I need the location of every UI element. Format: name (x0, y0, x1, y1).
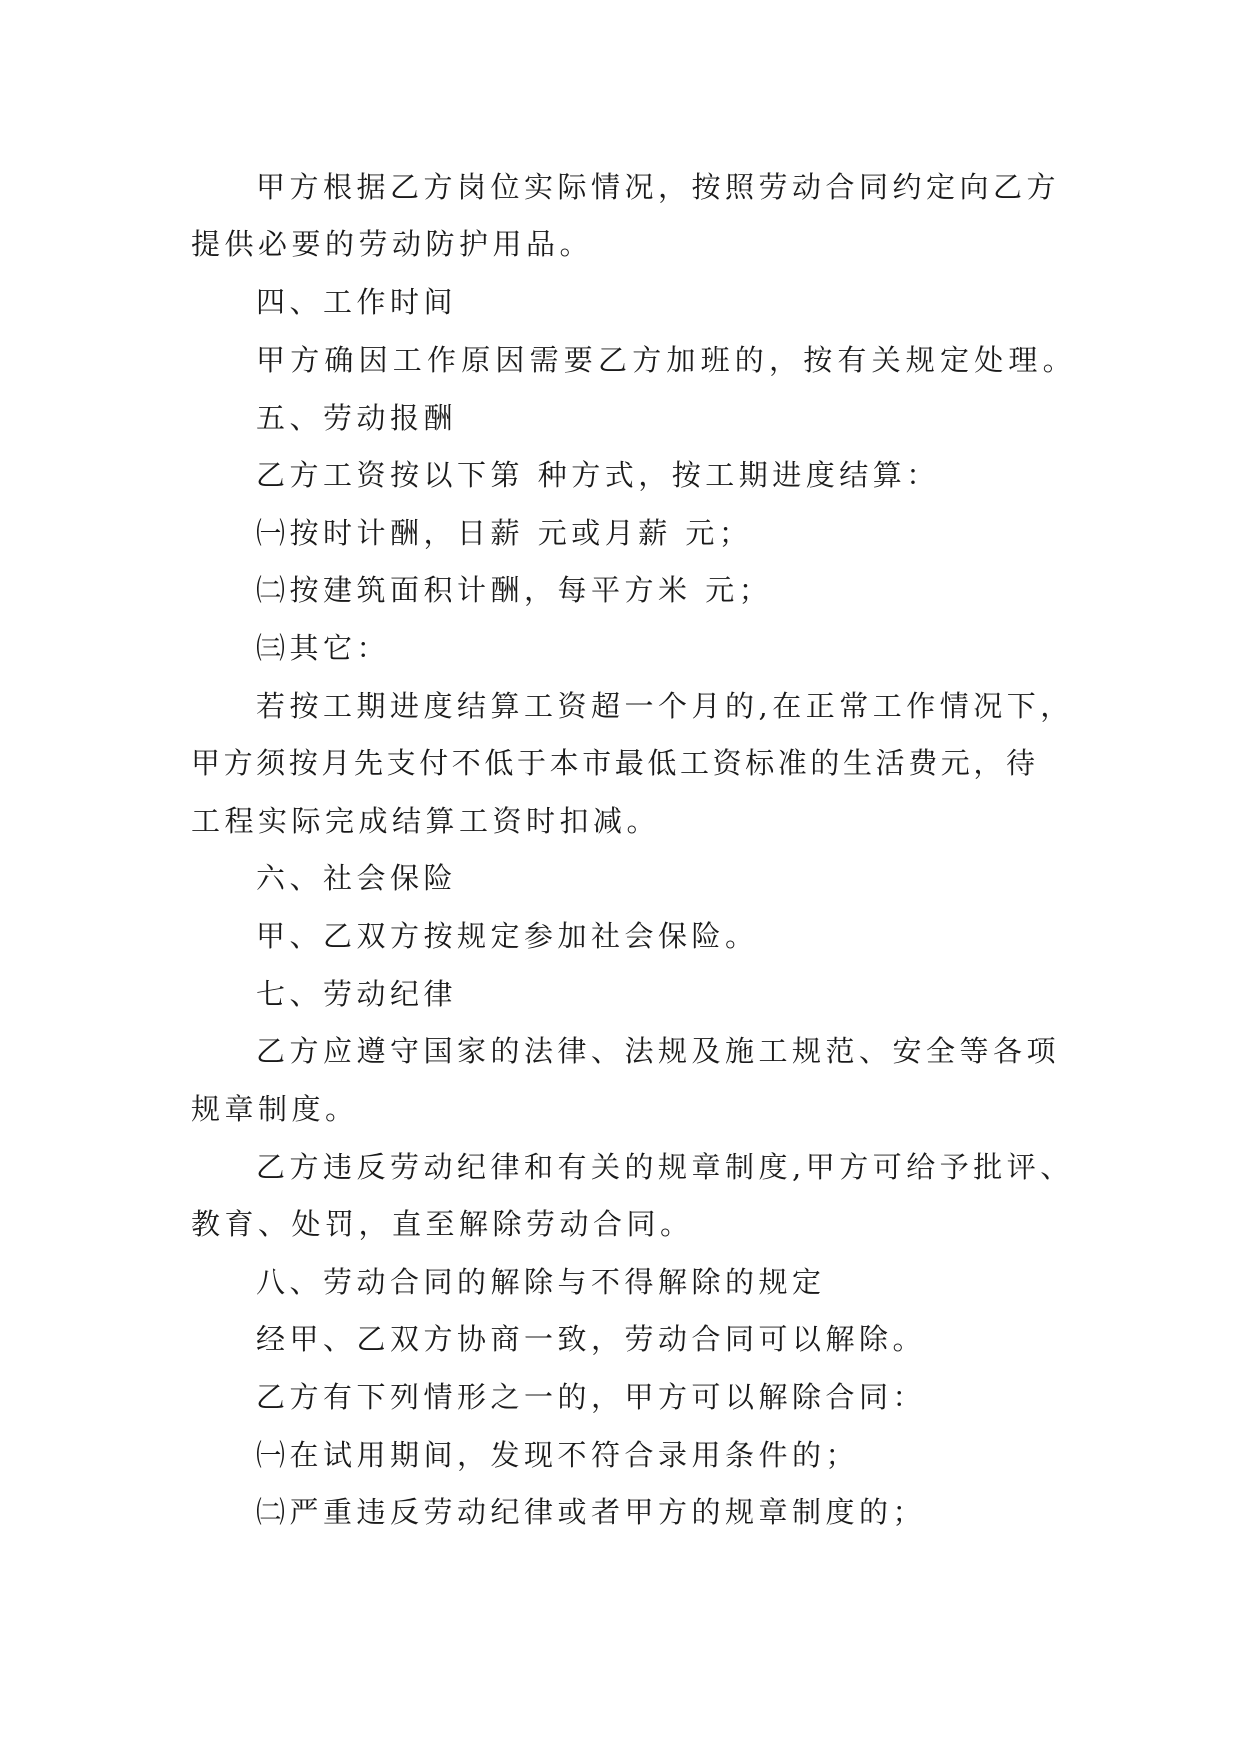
section-heading: 五、劳动报酬 (256, 401, 458, 435)
list-item: ㈡严重违反劳动纪律或者甲方的规章制度的； (256, 1495, 927, 1529)
paragraph-line: 甲方须按月先支付不低于本市最低工资标准的生活费元，待 (191, 746, 1039, 780)
list-item: ㈠按时计酬，日薪 元或月薪 元； (256, 516, 753, 550)
list-item: ㈡按建筑面积计酬，每平方米 元； (256, 573, 773, 607)
section-heading: 七、劳动纪律 (256, 977, 458, 1011)
paragraph-line: 提供必要的劳动防护用品。 (191, 227, 594, 261)
list-item: ㈠在试用期间，发现不符合录用条件的； (256, 1438, 860, 1472)
paragraph-line: 工程实际完成结算工资时扣减。 (191, 804, 661, 838)
section-heading: 六、社会保险 (256, 861, 458, 895)
paragraph-line: 乙方工资按以下第 种方式，按工期进度结算： (256, 458, 940, 492)
section-heading: 四、工作时间 (256, 285, 458, 319)
paragraph-line: 甲方根据乙方岗位实际情况，按照劳动合同约定向乙方 (256, 170, 1061, 204)
paragraph-line: 规章制度。 (191, 1092, 359, 1126)
paragraph-line: 乙方有下列情形之一的，甲方可以解除合同： (256, 1380, 927, 1414)
paragraph-line: 教育、处罚，直至解除劳动合同。 (191, 1207, 694, 1241)
list-item: ㈢其它： (256, 631, 391, 665)
paragraph-line: 甲方确因工作原因需要乙方加班的，按有关规定处理。 (256, 343, 1077, 377)
paragraph-line: 经甲、乙双方协商一致，劳动合同可以解除。 (256, 1322, 927, 1356)
paragraph-line: 乙方应遵守国家的法律、法规及施工规范、安全等各项 (256, 1034, 1061, 1068)
paragraph-line: 甲、乙双方按规定参加社会保险。 (256, 919, 759, 953)
section-heading: 八、劳动合同的解除与不得解除的规定 (256, 1265, 826, 1299)
paragraph-line: 若按工期进度结算工资超一个月的,在正常工作情况下， (256, 689, 1074, 723)
paragraph-line: 乙方违反劳动纪律和有关的规章制度,甲方可给予批评、 (256, 1150, 1074, 1184)
